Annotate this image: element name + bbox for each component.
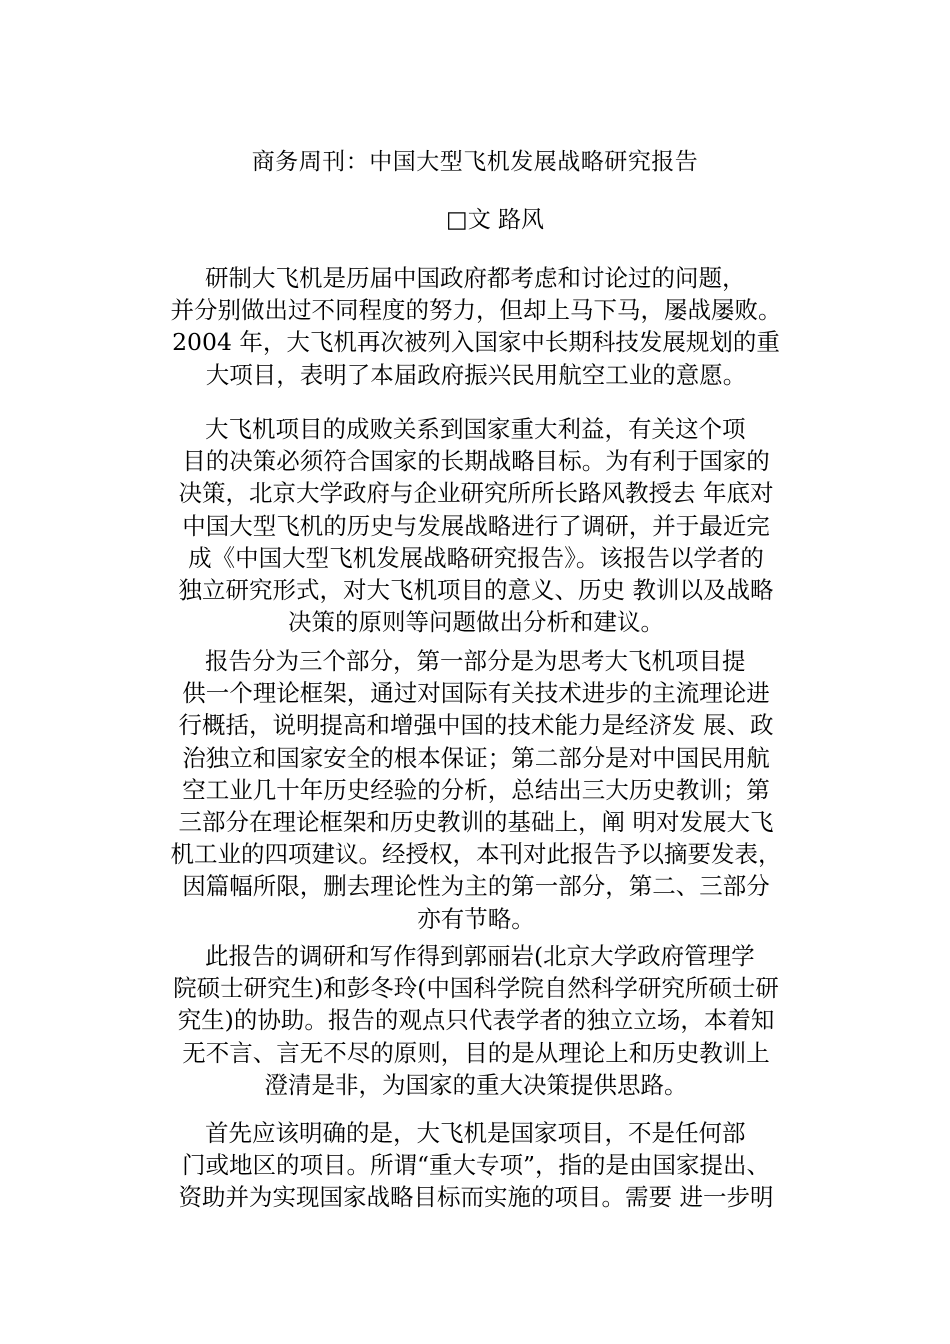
paragraph-line: 澄清是非，为国家的重大决策提供思路。 [264,1070,688,1099]
paragraph-line: 无不言、言无不尽的原则，目的是从理论上和历史教训上 [182,1038,770,1067]
paragraph-line: 研制大飞机是历届中国政府都考虑和讨论过的问题， [205,264,746,292]
paragraph-line: 成《中国大型飞机发展战略研究报告》。该报告以学者的 [188,543,764,572]
paragraph-line: 大飞机项目的成败关系到国家重大利益，有关这个项 [205,415,746,443]
paragraph-line: 决策的原则等问题做出分析和建议。 [288,608,664,637]
paragraph-line: 究生)的协助。报告的观点只代表学者的独立立场，本着知 [177,1006,775,1035]
paragraph-line: 大项目，表明了本届政府振兴民用航空工业的意愿。 [205,360,747,389]
paragraph-3 [150,645,802,935]
paragraph-line: 此报告的调研和写作得到郭丽岩(北京大学政府管理学 [205,942,755,970]
paragraph-line: 因篇幅所限，删去理论性为主的第一部分，第二、三部分 [182,872,770,901]
paragraph-4 [150,940,802,1101]
paragraph-line: 2004 年，大飞机再次被列入国家中长期科技发展规划的重 [172,328,780,357]
paragraph-line: 决策，北京大学政府与企业研究所所长路风教授去 年底对 [178,479,774,508]
paragraph-2 [150,413,802,638]
paragraph-line: 独立研究形式，对大飞机项目的意义、历史 教训以及战略 [178,576,774,605]
paragraph-line: 行概括，说明提高和增强中国的技术能力是经济发 展、政 [178,711,774,740]
paragraph-line: 空工业几十年历史经验的分析，总结出三大历史教训；第 [182,775,770,804]
paragraph-1 [150,262,802,391]
paragraph-line: 门或地区的项目。所谓“重大专项”，指的是由国家提出、 [181,1151,771,1180]
paragraph-line: 治独立和国家安全的根本保证；第二部分是对中国民用航 [182,743,770,772]
paragraph-5 [150,1117,802,1214]
paragraph-line: 目的决策必须符合国家的长期战略目标。为有利于国家的 [182,447,770,476]
paragraph-line: 院硕士研究生)和彭冬玲(中国科学院自然科学研究所硕士研 [173,974,779,1003]
paragraph-line: 供一个理论框架，通过对国际有关技术进步的主流理论进 [182,679,770,708]
paragraph-line: 机工业的四项建议。经授权，本刊对此报告予以摘要发表， [170,840,782,869]
paragraph-line: 中国大型飞机的历史与发展战略进行了调研，并于最近完 [182,511,770,540]
paragraph-line: 并分别做出过不同程度的努力，但却上马下马，屡战屡败。 [170,296,782,325]
author-byline: □文 路风 [445,207,545,233]
paragraph-line: 亦有节略。 [417,904,535,933]
document-title: 商务周刊：中国大型飞机发展战略研究报告 [251,149,699,175]
paragraph-line: 首先应该明确的是，大飞机是国家项目，不是任何部 [205,1119,746,1147]
paragraph-line: 三部分在理论框架和历史教训的基础上，阐 明对发展大飞 [178,808,774,837]
paragraph-line: 报告分为三个部分，第一部分是为思考大飞机项目提 [205,647,746,675]
paragraph-line: 资助并为实现国家战略目标而实施的项目。需要 进一步明 [178,1183,774,1212]
